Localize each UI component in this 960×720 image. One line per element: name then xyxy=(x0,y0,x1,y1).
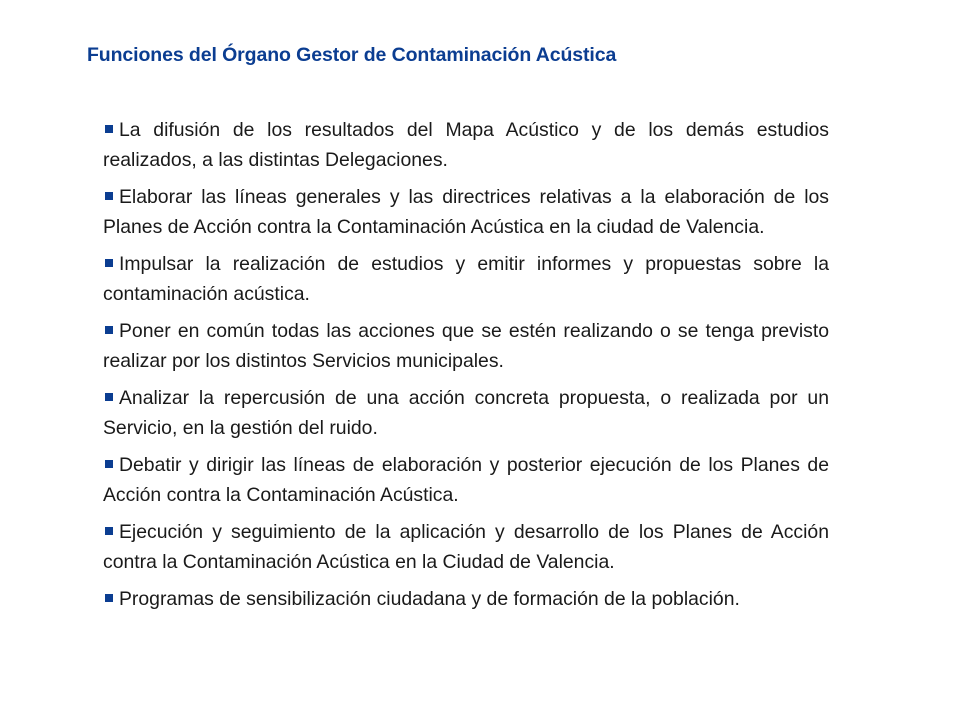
bullet-item xyxy=(103,317,829,376)
bullet-item xyxy=(103,183,829,242)
square-bullet-icon xyxy=(105,326,113,334)
square-bullet-icon xyxy=(105,527,113,535)
bullet-text: Debatir y dirigir las líneas de elaboración y posterior ejecución de los Planes de Acción contra la Contaminación Acústica. xyxy=(103,454,829,506)
bullet-text: Analizar la repercusión de una acción concreta propuesta, o realizada por un Servicio, en la gestión del ruido. xyxy=(103,387,829,439)
bullet-text: Programas de sensibilización ciudadana y de formación de la población. xyxy=(119,588,740,610)
bullet-item xyxy=(103,116,829,175)
square-bullet-icon xyxy=(105,594,113,602)
bullet-text: Ejecución y seguimiento de la aplicación y desarrollo de los Planes de Acción contra la Contaminación Acústica en la Ciudad de Valencia. xyxy=(103,521,829,573)
bullet-item xyxy=(103,518,829,577)
square-bullet-icon xyxy=(105,460,113,468)
bullet-item xyxy=(103,250,829,309)
bullet-item xyxy=(103,451,829,510)
bullet-item xyxy=(103,585,829,615)
bullet-text: Impulsar la realización de estudios y emitir informes y propuestas sobre la contaminación acústica. xyxy=(103,253,829,305)
slide-title: Funciones del Órgano Gestor de Contaminación Acústica xyxy=(87,44,617,66)
square-bullet-icon xyxy=(105,125,113,133)
bullet-text: La difusión de los resultados del Mapa Acústico y de los demás estudios realizados, a las distintas Delegaciones. xyxy=(103,119,829,171)
square-bullet-icon xyxy=(105,259,113,267)
bullet-list xyxy=(103,116,829,623)
bullet-text: Elaborar las líneas generales y las directrices relativas a la elaboración de los Planes de Acción contra la Contaminación Acústica en la ciudad de Valencia. xyxy=(103,186,829,238)
bullet-text: Poner en común todas las acciones que se estén realizando o se tenga previsto realizar por los distintos Servicios municipales. xyxy=(103,320,829,372)
square-bullet-icon xyxy=(105,393,113,401)
square-bullet-icon xyxy=(105,192,113,200)
bullet-item xyxy=(103,384,829,443)
